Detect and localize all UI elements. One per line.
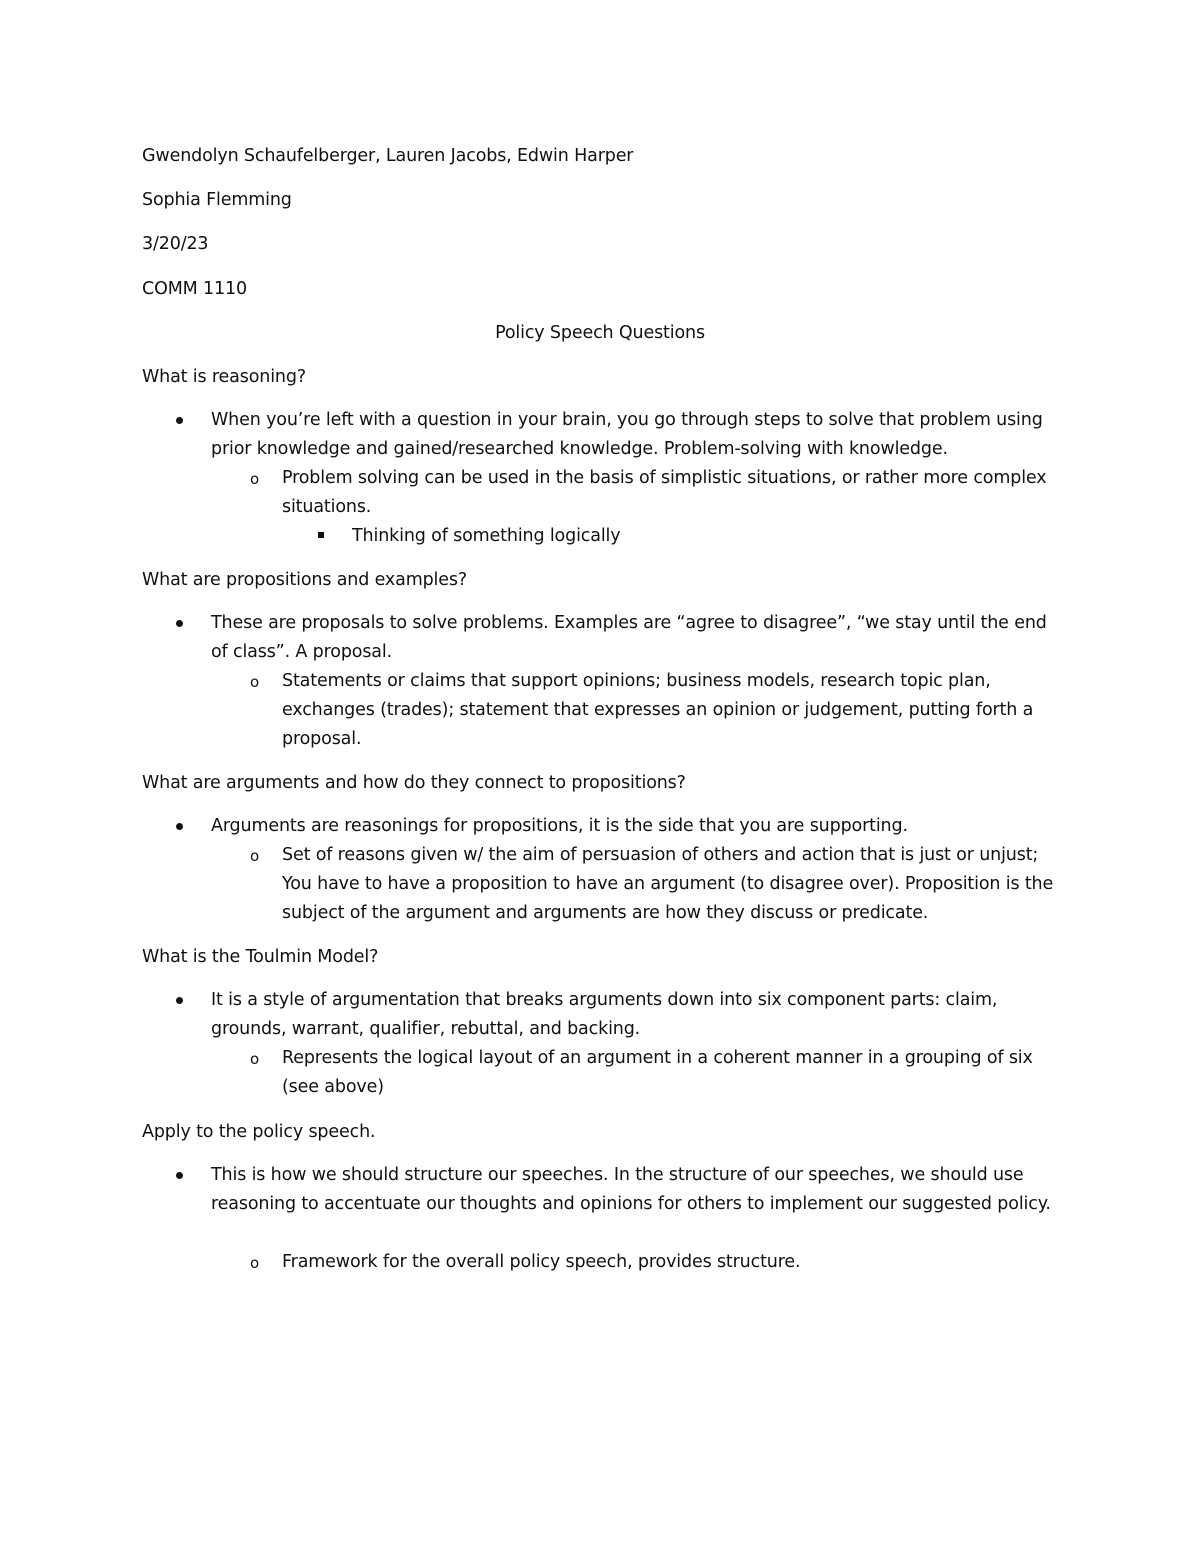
question-heading: What is reasoning? — [142, 367, 306, 387]
answer-level-2: Problem solving can be used in the basis of simplistic situations, or rather more complex situations. — [282, 468, 1047, 517]
bullet-circle-icon: o — [250, 470, 260, 488]
bullet-dot-icon — [176, 417, 183, 424]
answer-level-1: It is a style of argumentation that breaks arguments down into six component parts: claim, grounds, warrant, qualifier, rebuttal, and backing. — [211, 990, 998, 1039]
bullet-dot-icon — [176, 823, 183, 830]
answer-level-1: Arguments are reasonings for propositions, it is the side that you are supporting. — [211, 816, 908, 836]
question-heading: What are propositions and examples? — [142, 570, 467, 590]
bullet-dot-icon — [176, 1172, 183, 1179]
course-line: COMM 1110 — [142, 279, 247, 299]
bullet-circle-icon: o — [250, 847, 260, 865]
authors-line: Gwendolyn Schaufelberger, Lauren Jacobs, Edwin Harper — [142, 146, 634, 166]
answer-level-1: This is how we should structure our speeches. In the structure of our speeches, we should use reasoning to accentuate our thoughts and opinions for others to implement our suggested policy. — [211, 1165, 1051, 1214]
instructor-line: Sophia Flemming — [142, 190, 292, 210]
answer-level-3: Thinking of something logically — [352, 526, 621, 546]
question-heading: What is the Toulmin Model? — [142, 947, 379, 967]
date-line: 3/20/23 — [142, 234, 209, 254]
answer-level-2: Framework for the overall policy speech, provides structure. — [282, 1252, 801, 1272]
bullet-circle-icon: o — [250, 1254, 260, 1272]
question-heading: What are arguments and how do they connect to propositions? — [142, 773, 686, 793]
document-title: Policy Speech Questions — [495, 323, 705, 343]
answer-level-1: These are proposals to solve problems. Examples are “agree to disagree”, “we stay until the end of class”. A proposal. — [211, 613, 1047, 662]
bullet-circle-icon: o — [250, 673, 260, 691]
answer-level-2: Set of reasons given w/ the aim of persuasion of others and action that is just or unjust; You have to have a proposition to have an argument (to disagree over). Proposition is the subject of the argument and arguments are how they discuss or predicate. — [282, 845, 1054, 923]
answer-level-2: Represents the logical layout of an argument in a coherent manner in a grouping of six (see above) — [282, 1048, 1033, 1097]
bullet-circle-icon: o — [250, 1050, 260, 1068]
bullet-dot-icon — [176, 620, 183, 627]
answer-level-1: When you’re left with a question in your brain, you go through steps to solve that problem using prior knowledge and gained/researched knowledge. Problem-solving with knowledge. — [211, 410, 1043, 459]
question-heading: Apply to the policy speech. — [142, 1122, 376, 1142]
answer-level-2: Statements or claims that support opinions; business models, research topic plan, exchanges (trades); statement that expresses an opinion or judgement, putting forth a proposal. — [282, 671, 1034, 749]
bullet-dot-icon — [176, 997, 183, 1004]
bullet-square-icon — [318, 532, 324, 538]
